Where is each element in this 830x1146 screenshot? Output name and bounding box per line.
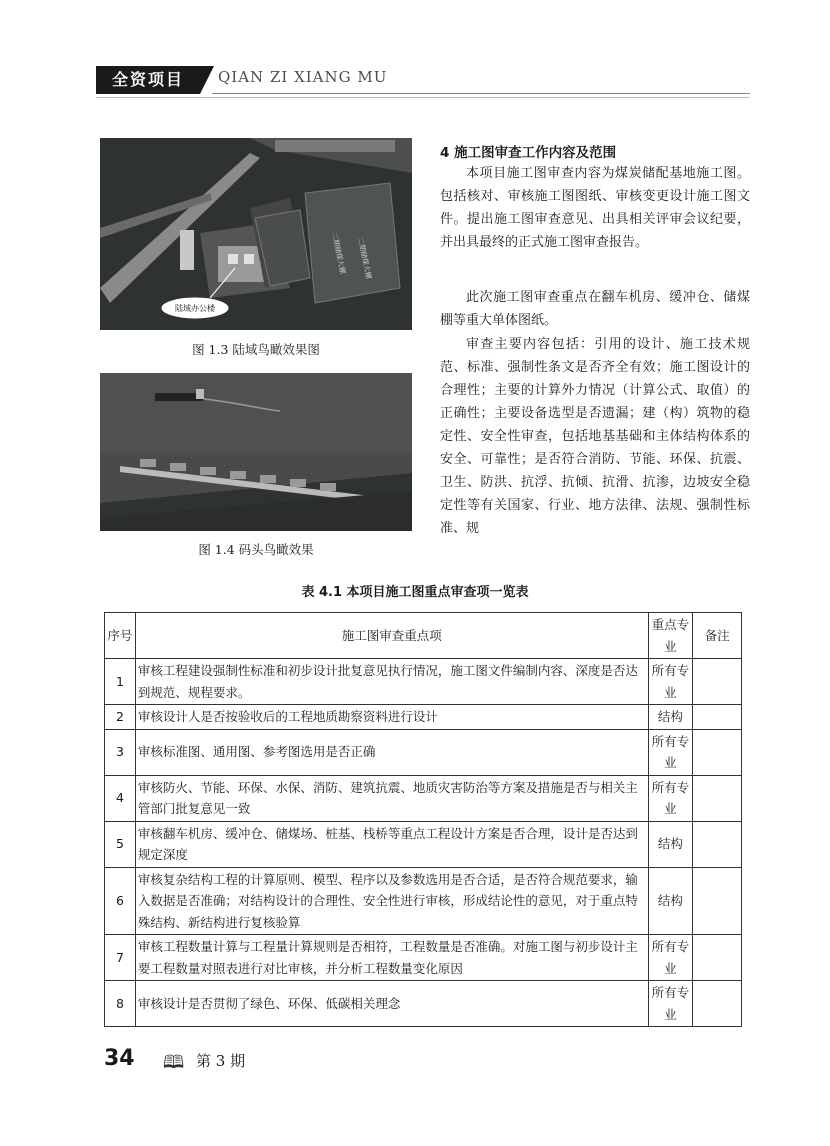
- paragraph-scope: 本项目施工图审查内容为煤炭储配基地施工图。包括核对、审核施工图图纸、审核变更设计施工图文件。提出施工图审查意见、出具相关评审会议纪要，并出具最终的正式施工图审查报告。: [440, 166, 750, 250]
- row-note: [693, 821, 742, 867]
- row-major: 所有专业: [648, 729, 693, 775]
- review-items-table: [104, 612, 742, 1027]
- header-item: 施工图审查重点项: [135, 613, 648, 659]
- row-no: 4: [105, 775, 136, 821]
- row-item: 审核翻车机房、缓冲仓、储煤场、桩基、栈桥等重点工程设计方案是否合理，设计是否达到规定深度: [135, 821, 648, 867]
- row-major: 所有专业: [648, 935, 693, 981]
- header-note: 备注: [693, 613, 742, 659]
- row-no: 2: [105, 705, 136, 730]
- table-row: [105, 729, 742, 775]
- row-major: 结构: [648, 705, 693, 730]
- row-no: 3: [105, 729, 136, 775]
- header-rule-thin: [96, 97, 750, 98]
- row-no: 1: [105, 659, 136, 705]
- row-major: 所有专业: [648, 775, 693, 821]
- table-row: [105, 981, 742, 1027]
- row-no: 8: [105, 981, 136, 1027]
- figure-caption-1: 图 1.3 陆域鸟瞰效果图: [192, 342, 320, 357]
- table-title: 表 4.1 本项目施工图重点审查项一览表: [301, 585, 529, 600]
- row-no: 7: [105, 935, 136, 981]
- row-note: [693, 775, 742, 821]
- table-row: [105, 705, 742, 730]
- section-badge: 全资项目: [96, 66, 200, 94]
- storage-label-1: 二期储煤大棚: [330, 231, 347, 275]
- row-note: [693, 981, 742, 1027]
- row-note: [693, 705, 742, 730]
- header-no: 序号: [105, 613, 136, 659]
- table-row: [105, 935, 742, 981]
- row-note: [693, 659, 742, 705]
- row-major: 结构: [648, 821, 693, 867]
- table-row: [105, 659, 742, 705]
- page-number: 34: [104, 1046, 135, 1071]
- row-no: 6: [105, 867, 136, 935]
- paragraph-focus: 此次施工图审查重点在翻车机房、缓冲仓、储煤棚等重大单体图纸。: [440, 290, 750, 328]
- row-item: 审核设计人是否按验收后的工程地质勘察资料进行设计: [135, 705, 648, 730]
- book-icon: 🕮: [163, 1052, 185, 1073]
- row-major: 所有专业: [648, 981, 693, 1027]
- paragraph-content: 审查主要内容包括：引用的设计、施工技术规范、标准、强制性条文是否齐全有效；施工图设计的合理性；主要的计算外力情况（计算公式、取值）的正确性；主要设备选型是否遗漏；建（构）筑物的稳定性、安全性审查，包括地基基础和主体结构体系的安全、可靠性；是否符合消防、节能、环保、抗震、卫生、防洪、抗浮、抗倾、抗滑、抗渗，边坡安全稳定性等有关国家、行业、地方法律、法规、强制性标准、规: [440, 337, 750, 536]
- wharf-aerial-photo: [100, 373, 412, 531]
- table-row: [105, 867, 742, 935]
- storage-label-2: 二期储煤大棚: [356, 236, 373, 280]
- row-item: 审核防火、节能、环保、水保、消防、建筑抗震、地质灾害防治等方案及措施是否与相关主管部门批复意见一致: [135, 775, 648, 821]
- row-major: 结构: [648, 867, 693, 935]
- row-no: 5: [105, 821, 136, 867]
- header-rule: [212, 93, 750, 94]
- row-item: 审核工程建设强制性标准和初步设计批复意见执行情况，施工图文件编制内容、深度是否达到规范、规程要求。: [135, 659, 648, 705]
- row-item: 审核工程数量计算与工程量计算规则是否相符，工程数量是否准确。对施工图与初步设计主要工程数量对照表进行对比审核，并分析工程数量变化原因: [135, 935, 648, 981]
- row-major: 所有专业: [648, 659, 693, 705]
- table-header-row: [105, 613, 742, 659]
- table-row: [105, 775, 742, 821]
- section-heading: 4 施工图审查工作内容及范围: [440, 145, 617, 161]
- header-slash-decoration: [200, 66, 214, 94]
- table-row: [105, 821, 742, 867]
- issue-label: 第 3 期: [196, 1052, 246, 1070]
- section-latin-title: QIAN ZI XIANG MU: [218, 68, 388, 86]
- row-item: 审核设计是否贯彻了绿色、环保、低碳相关理念: [135, 981, 648, 1027]
- row-note: [693, 935, 742, 981]
- row-item: 审核复杂结构工程的计算原则、模型、程序以及参数选用是否合适，是否符合规范要求，输入数据是否准确；对结构设计的合理性、安全性进行审核，形成结论性的意见，对于重点特殊结构、新结构进行复核验算: [135, 867, 648, 935]
- office-label: 陆域办公楼: [175, 304, 215, 313]
- row-item: 审核标准图、通用图、参考图选用是否正确: [135, 729, 648, 775]
- header-major: 重点专业: [648, 613, 693, 659]
- figure-caption-2: 图 1.4 码头鸟瞰效果: [198, 542, 314, 557]
- row-note: [693, 729, 742, 775]
- land-aerial-photo: [100, 138, 412, 330]
- row-note: [693, 867, 742, 935]
